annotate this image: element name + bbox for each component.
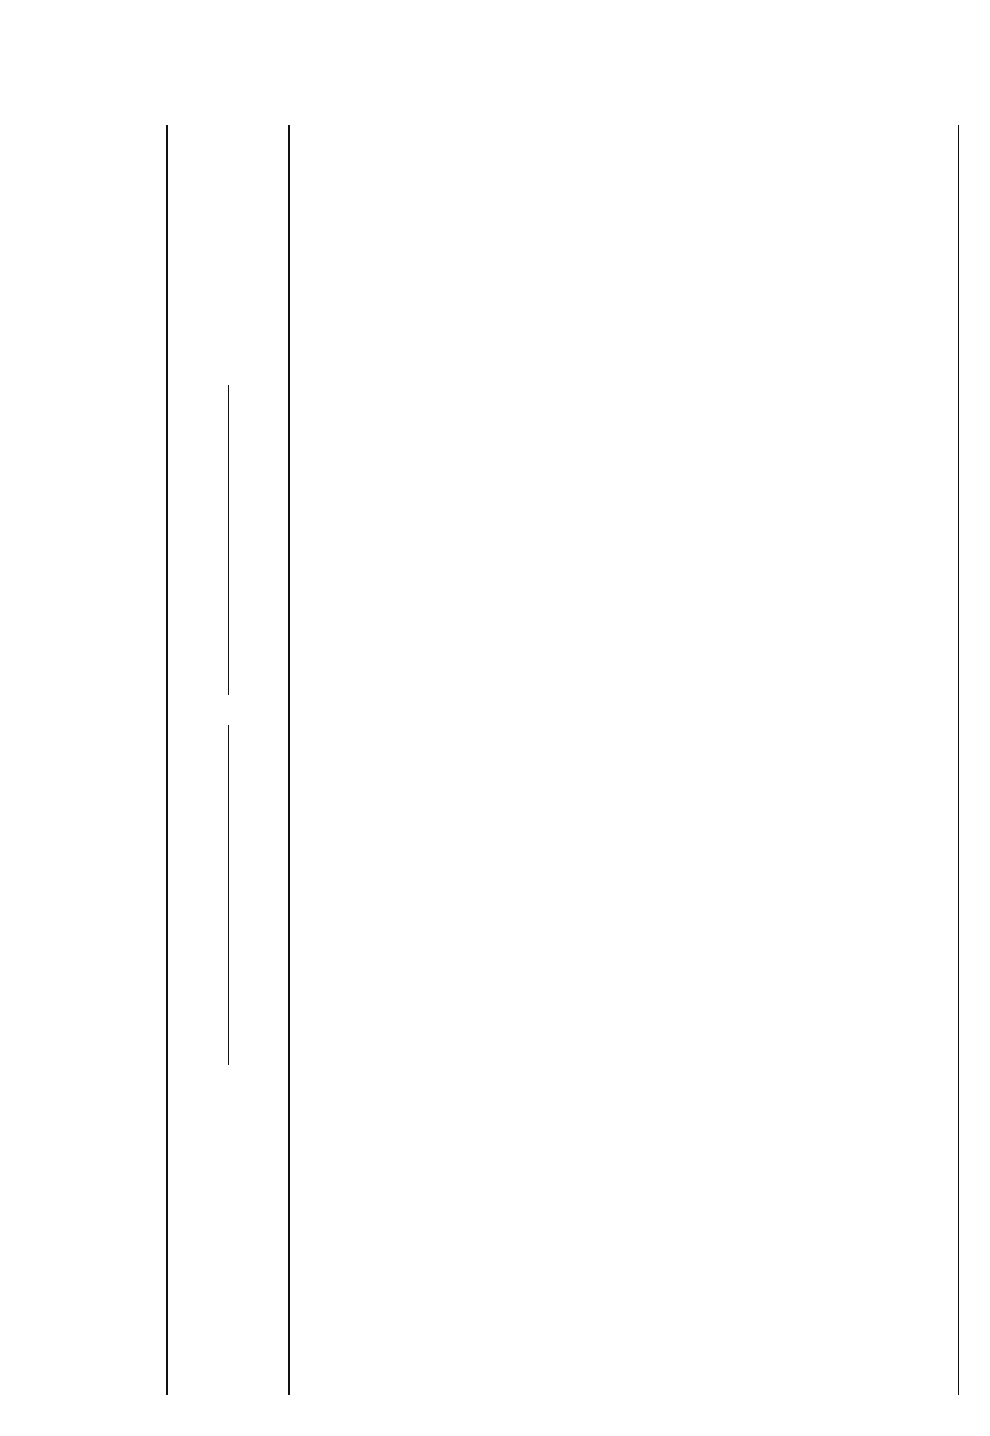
constant-prices-rule xyxy=(228,385,229,695)
total-label-line1 xyxy=(296,125,323,1395)
top-rule xyxy=(166,125,168,1395)
table-title-block xyxy=(70,125,180,1395)
header-bottom-rule xyxy=(288,125,290,1395)
current-prices-rule xyxy=(228,725,229,1065)
bottom-rule xyxy=(958,125,959,1395)
rotated-table xyxy=(70,125,960,1395)
total-row xyxy=(320,125,347,1395)
